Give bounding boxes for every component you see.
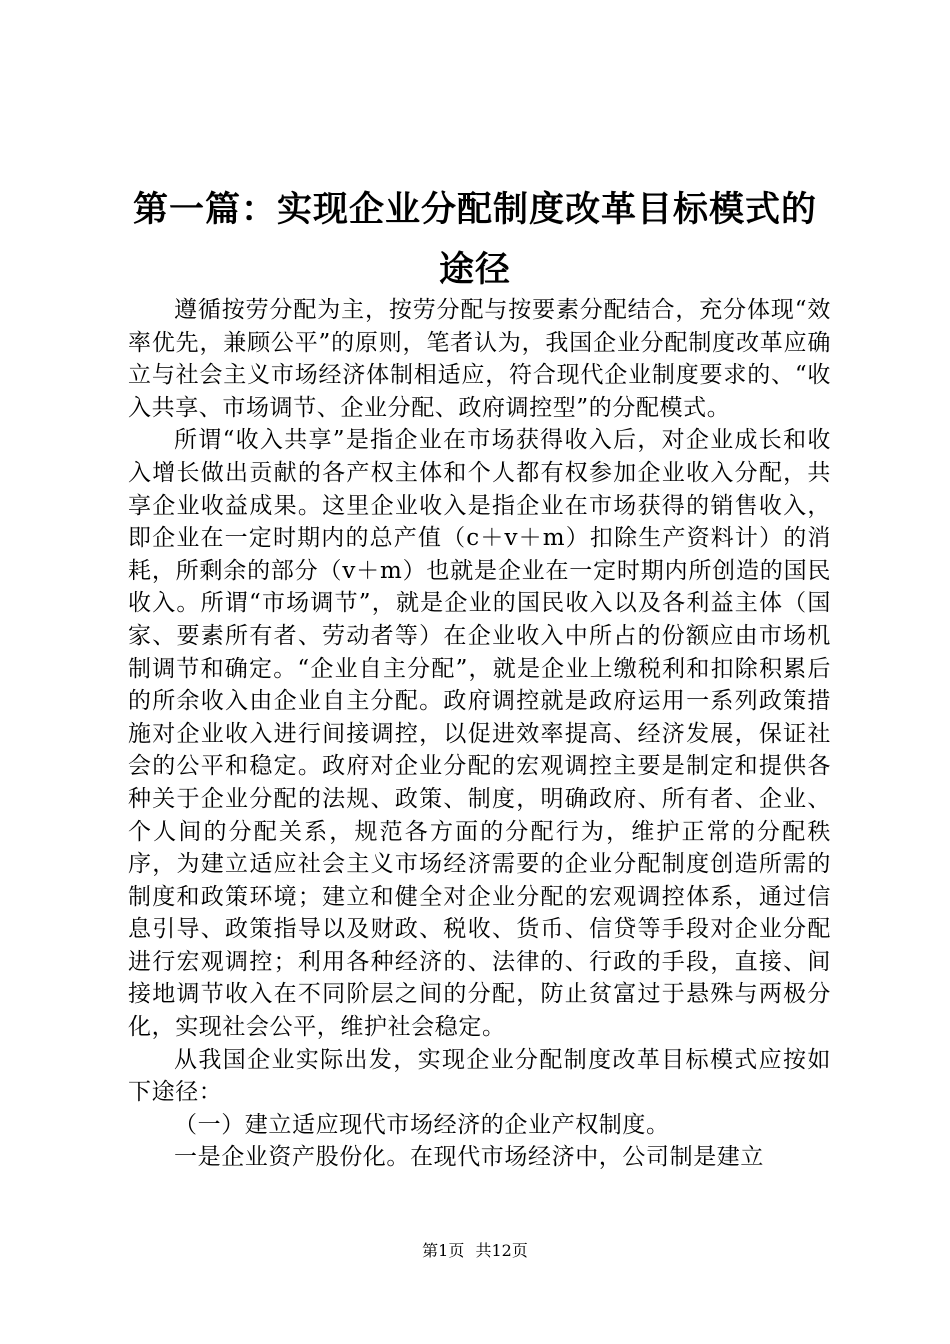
paragraph-2: 所谓“收入共享”是指企业在市场获得收入后，对企业成长和收入增长做出贡献的各产权主体和个人都有权参加企业收入分配，共享企业收益成果。这里企业收入是指企业在市场获得的销售收入，即企业在一定时期内的总产值（c＋v＋m）扣除生产资料计）的消耗，所剩余的部分（v＋m）也就是企业在一定时期内所创造的国民收入。所谓“市场调节”，就是企业的国民收入以及各利益主体（国家、要素所有者、劳动者等）在企业收入中所占的份额应由市场机制调节和确定。“企业自主分配”，就是企业上缴税利和扣除积累后的所余收入由企业自主分配。政府调控就是政府运用一系列政策措施对企业收入进行间接调控，以促进效率提高、经济发展，保证社会的公平和稳定。政府对企业分配的宏观调控主要是制定和提供各种关于企业分配的法规、政策、制度，明确政府、所有者、企业、个人间的分配关系，规范各方面的分配行为，维护正常的分配秩序，为建立适应社会主义市场经济需要的企业分配制度创造所需的制度和政策环境；建立和健全对企业分配的宏观调控体系，通过信息引导、政策指导以及财政、税收、货币、信贷等手段对企业分配进行宏观调控；利用各种经济的、法律的、行政的手段，直接、间接地调节收入在不同阶层之间的分配，防止贫富过于悬殊与两极分化，实现社会公平，维护社会稳定。 [128, 427, 831, 1041]
paragraph-4: （一）建立适应现代市场经济的企业产权制度。 [174, 1111, 670, 1138]
document-title: 第一篇：实现企业分配制度改革目标模式的途径 [132, 190, 817, 290]
document-body [128, 294, 831, 1174]
paragraph-5: 一是企业资产股份化。在现代市场经济中，公司制是建立 [174, 1144, 764, 1171]
page-total: 共12页 [475, 1241, 528, 1260]
paragraph-1: 遵循按劳分配为主，按劳分配与按要素分配结合，充分体现“效率优先，兼顾公平”的原则，笔者认为，我国企业分配制度改革应确立与社会主义市场经济体制相适应，符合现代企业制度要求的、“收入共享、市场调节、企业分配、政府调控型”的分配模式。 [128, 297, 831, 421]
page-footer [0, 1241, 950, 1261]
paragraph-3: 从我国企业实际出发，实现企业分配制度改革目标模式应按如下途径： [128, 1046, 831, 1106]
page-number: 第1页 [422, 1241, 465, 1260]
